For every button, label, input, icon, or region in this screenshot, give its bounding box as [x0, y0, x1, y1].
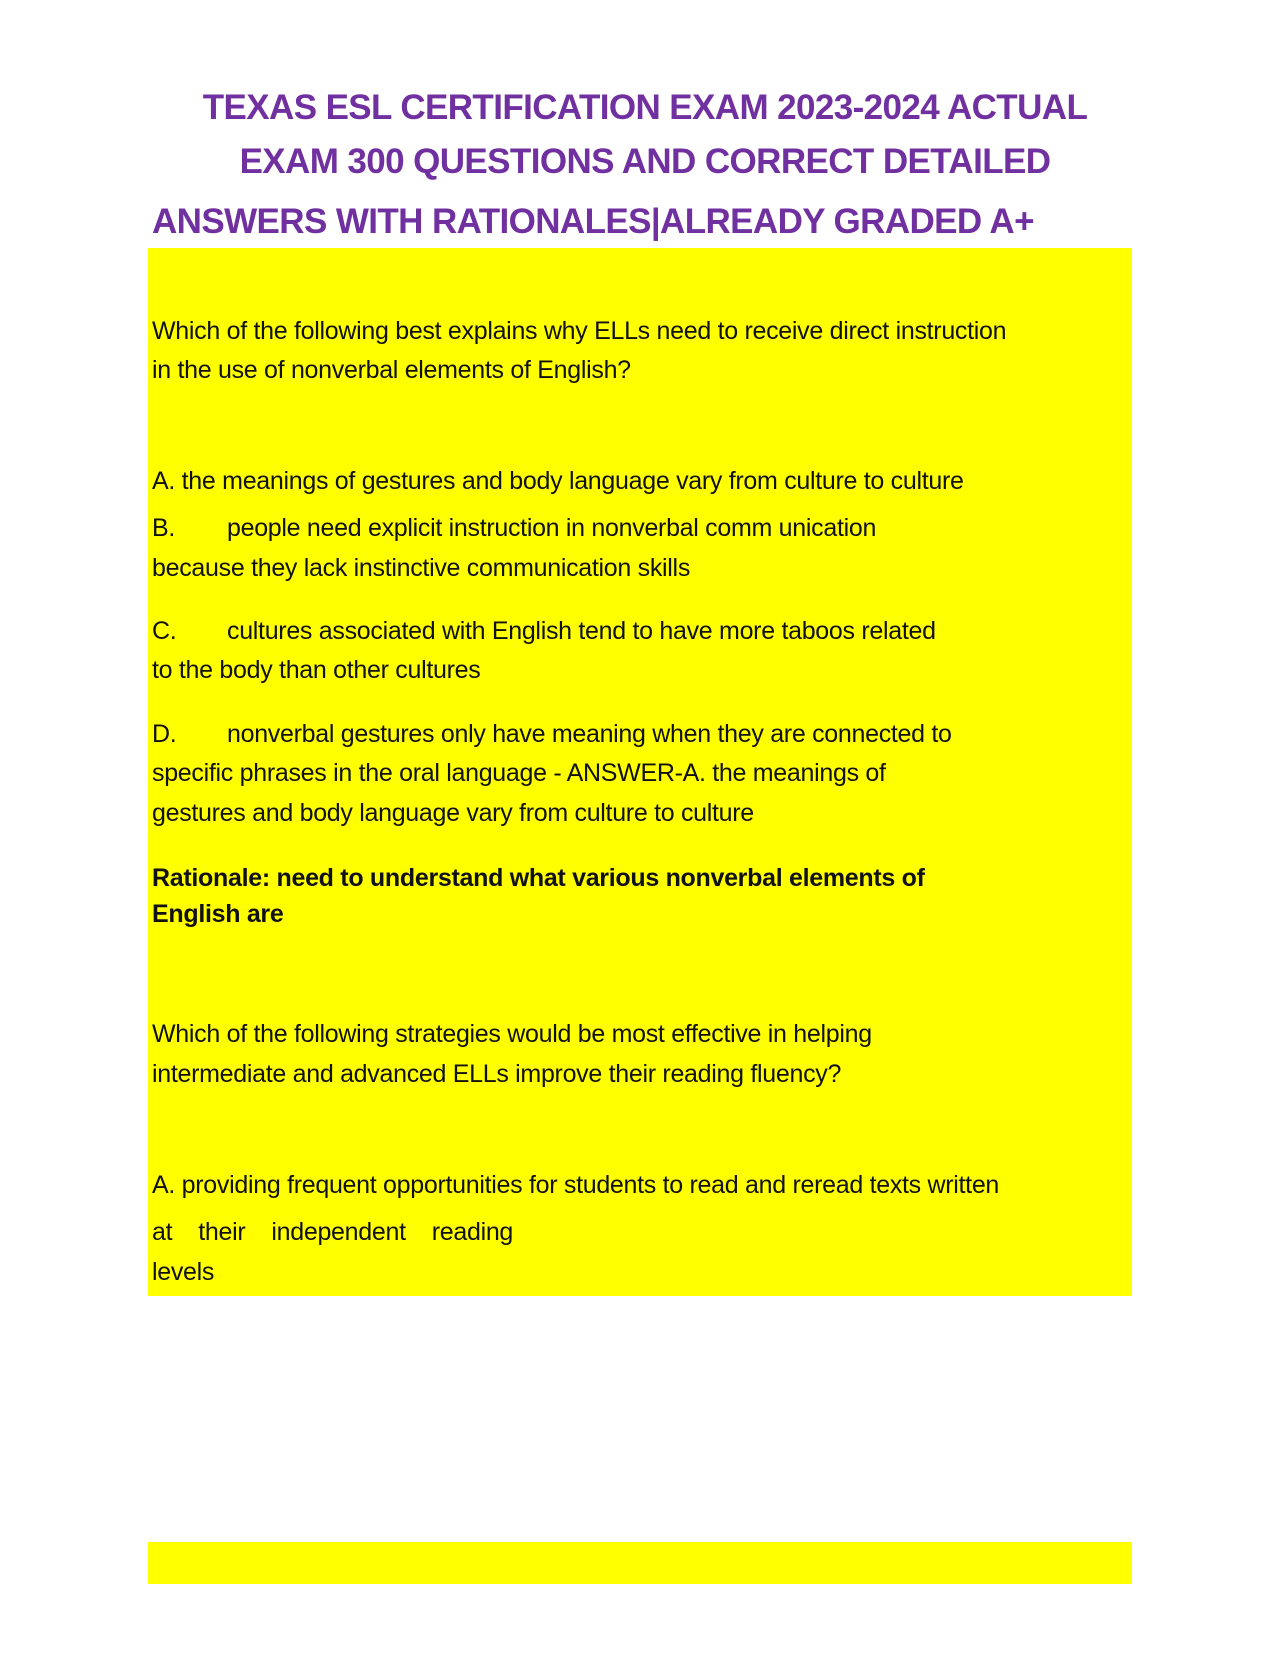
question-2-stem-line-1: Which of the following strategies would be most effective in helping [152, 1020, 872, 1048]
question-1-option-d-line-3: gestures and body language vary from culture to culture [152, 799, 754, 827]
question-1-option-c-line-2: to the body than other cultures [152, 656, 481, 684]
word: at [152, 1218, 173, 1246]
question-1-stem-line-1: Which of the following best explains why ELLs need to receive direct instruction [152, 317, 1007, 345]
question-1-option-c-line-1 [152, 617, 936, 645]
option-b-text: people need explicit instruction in nonverbal comm unication [227, 514, 877, 542]
footer-highlight-band [148, 1542, 1132, 1584]
question-1-stem-line-2: in the use of nonverbal elements of English? [152, 356, 631, 384]
option-d-letter: D. [152, 720, 177, 748]
option-d-text: nonverbal gestures only have meaning when they are connected to [227, 720, 952, 748]
question-2-option-a-line-2 [152, 1218, 539, 1246]
question-2-stem-line-2: intermediate and advanced ELLs improve their reading fluency? [152, 1060, 842, 1088]
question-1-option-d-line-2: specific phrases in the oral language - ANSWER-A. the meanings of [152, 759, 886, 787]
question-1-rationale-line-1: Rationale: need to understand what various nonverbal elements of [152, 864, 925, 892]
question-1-option-a: A. the meanings of gestures and body language vary from culture to culture [152, 467, 964, 495]
document-title-line-3: ANSWERS WITH RATIONALES|ALREADY GRADED A+ [152, 202, 1034, 241]
question-1-option-d-line-1 [152, 720, 952, 748]
word: their [198, 1218, 246, 1246]
question-1-option-b-line-2: because they lack instinctive communication skills [152, 554, 691, 582]
question-2-option-a-line-1: A. providing frequent opportunities for students to read and reread texts written [152, 1171, 1000, 1199]
option-b-letter: B. [152, 514, 176, 542]
word: reading [431, 1218, 514, 1246]
word: independent [271, 1218, 406, 1246]
question-1-option-b-line-1 [152, 514, 876, 542]
option-c-text: cultures associated with English tend to have more taboos related [227, 617, 936, 645]
question-2-option-a-line-3: levels [152, 1258, 215, 1286]
option-c-letter: C. [152, 617, 177, 645]
question-1-rationale-line-2: English are [152, 900, 284, 928]
document-title-line-1: TEXAS ESL CERTIFICATION EXAM 2023-2024 ACTUAL [202, 88, 1088, 127]
document-title-line-2: EXAM 300 QUESTIONS AND CORRECT DETAILED [239, 142, 1051, 181]
